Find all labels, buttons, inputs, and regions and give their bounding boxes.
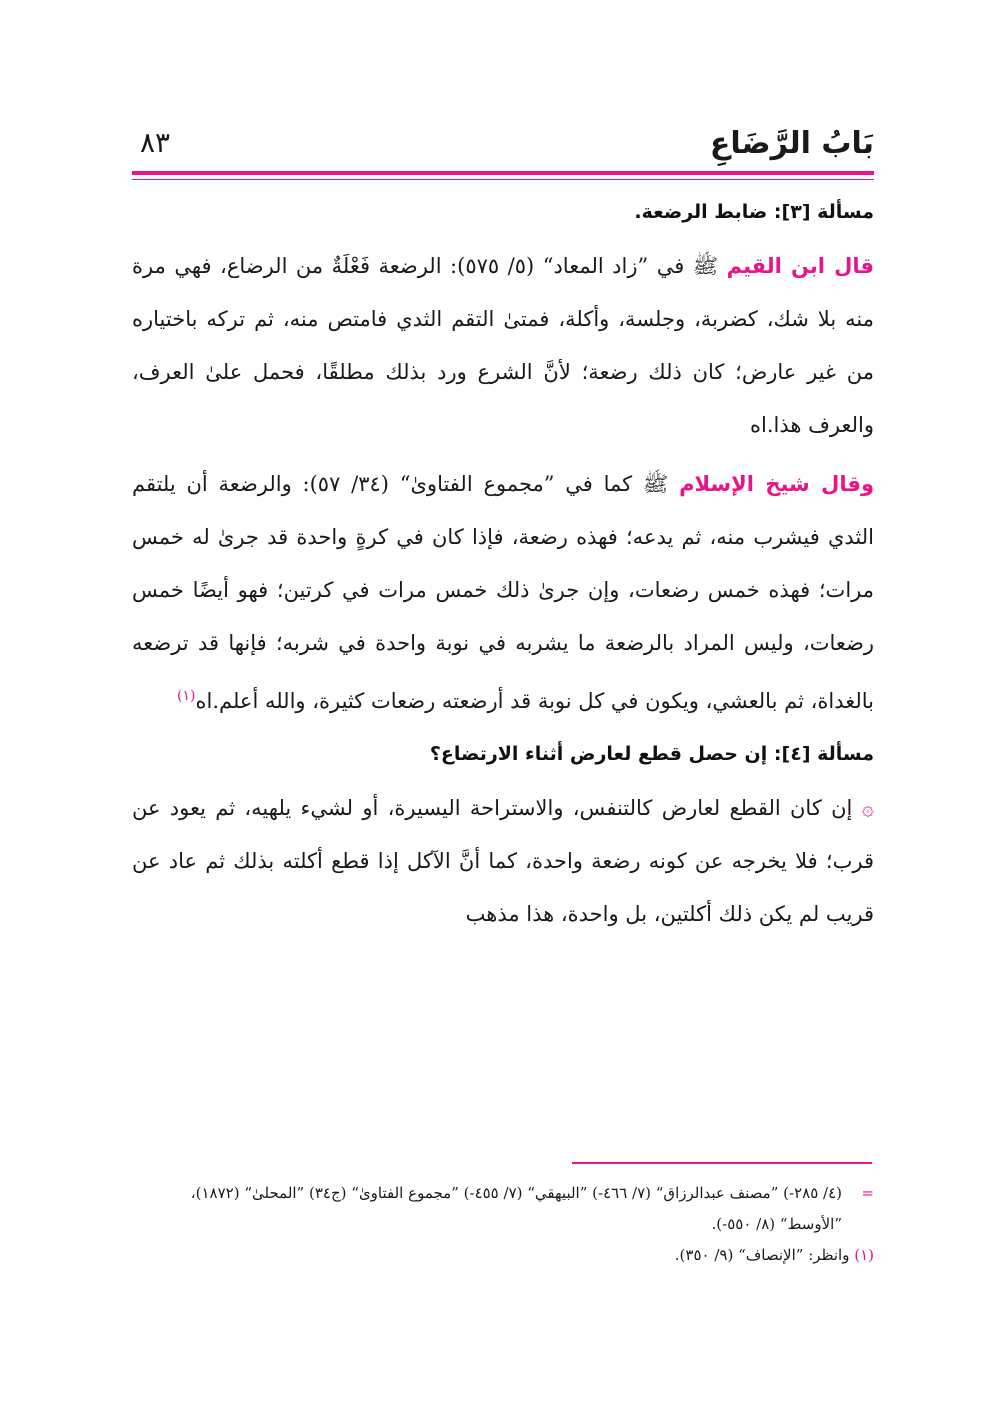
page-header (132, 120, 874, 170)
footnote-1 (132, 1240, 874, 1271)
scholar-citation: قال ابن القيم (726, 254, 874, 278)
footnote-reference[interactable]: (١) (177, 688, 196, 704)
footnote-text: (٤/ ٢٨٥-) ”مصنف عبدالرزاق“ (٧/ ٤٦٦-) ”البيهقي“ (٧/ ٤٥٥-) ”مجموع الفتاوىٰ“ (ج٣٤) ”المحلىٰ“ (١٨٧٢)، ”الأوسط“ (٨/ ٥٥٠-). (190, 1184, 842, 1233)
header-rule-thin (132, 179, 874, 180)
issue-heading-4 (132, 732, 874, 776)
paragraph-text: ﷺ في ”زاد المعاد“ (٥/ ٥٧٥): الرضعة فَعْلَةٌ من الرضاع، فهي مرة منه بلا شك، كضربة، وجلسة، وأكلة، فمتىٰ التقم الثدي فامتص منه، ثم تركه باختياره من غير عارض؛ كان ذلك رضعة؛ لأنَّ الشرع ورد بذلك مطلقًا، فحمل علىٰ العرف، والعرف هذا.اه (132, 254, 874, 437)
paragraph-text: إن كان القطع لعارض كالتنفس، والاستراحة اليسيرة، أو لشيء يلهيه، ثم يعود عن قرب؛ فلا يخرجه عن كونه رضعة واحدة، كما أنَّ الآكل إذا قطع أكلته بذلك ثم عاد عن قريب لم يكن ذلك أكلتين، بل واحدة، هذا مذهب (132, 796, 874, 926)
paragraph-shaykh-al-islam (132, 458, 874, 728)
ornament-bullet-icon: ۞ (861, 796, 874, 820)
footnote-text: وانظر: ”الإنصاف“ (٩/ ٣٥٠). (674, 1246, 855, 1264)
paragraph-interruption (132, 782, 874, 941)
continuation-mark: = (861, 1184, 874, 1202)
paragraph-text: ﷺ كما في ”مجموع الفتاوىٰ“ (٣٤/ ٥٧): والرضعة أن يلتقم الثدي فيشرب منه، ثم يدعه؛ فهذه رضعة، فإذا كان في كرةٍ واحدة قد جرىٰ له خمس مرات؛ فهذه خمس رضعات، وإن جرىٰ ذلك خمس مرات في كرتين؛ فهو أيضًا خمس رضعات، وليس المراد بالرضعة ما يشربه في نوبة واحدة في شربه؛ فإنها قد ترضعه بالغداة، ثم بالعشي، ويكون في كل نوبة قد أرضعته رضعات كثيرة، والله أعلم.اه (132, 472, 874, 713)
page-number: ٨٣ (140, 126, 171, 159)
issue-title: إن حصل قطع لعارض أثناء الارتضاع؟ (429, 743, 768, 765)
footnote-continuation (132, 1178, 874, 1240)
footnote-separator (572, 1162, 872, 1164)
footnote-number: (١) (854, 1246, 874, 1264)
chapter-title: بَابُ الرَّضَاعِ (709, 126, 874, 161)
issue-label: مسألة [٣]: (773, 201, 874, 223)
header-rule-thick (132, 171, 874, 175)
main-text (132, 190, 874, 945)
scholar-citation: وقال شيخ الإسلام (679, 472, 875, 496)
issue-heading-3 (132, 190, 874, 234)
issue-label: مسألة [٤]: (773, 743, 874, 765)
paragraph-ibn-qayyim (132, 240, 874, 452)
issue-title: ضابط الرضعة. (634, 201, 768, 223)
footnotes (132, 1178, 874, 1271)
